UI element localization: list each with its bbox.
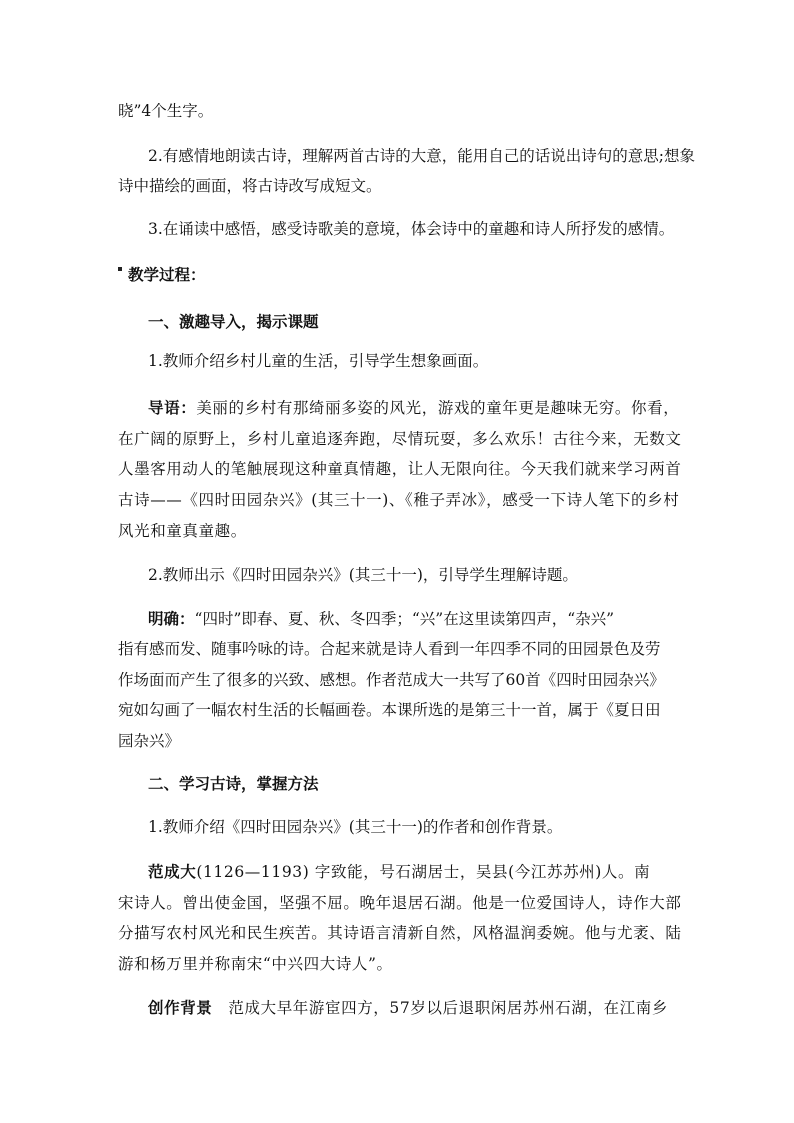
background-label: 创作背景 <box>148 998 213 1017</box>
objective-3-line: 3.在诵读中感悟，感受诗歌美的意境，体会诗中的童趣和诗人所抒发的感情。 <box>148 220 675 238</box>
objective-2-line: 2.有感情地朗读古诗，理解两首古诗的大意，能用自己的话说出诗句的意思;想象 <box>148 147 696 165</box>
subheading-1: 一、激趣导入，揭示课题 <box>148 312 319 331</box>
clarify-label: 明确： <box>148 609 195 628</box>
text-line: 指有感而发、随事吟咏的诗。合起来就是诗人看到一年四季不同的田园景色及劳 <box>118 640 661 658</box>
clarify-text: “四时”即春、夏、秋、冬四季；“兴”在这里读第四声，“杂兴” <box>194 610 615 628</box>
intro-label: 导语： <box>148 398 197 417</box>
text-line: 分描写农村风光和民生疾苦。其诗语言清新自然，风格温润委婉。他与尤袤、陆 <box>118 924 682 942</box>
text-line: 在广阔的原野上，乡村儿童追逐奔跑，尽情玩耍，多么欢乐！古往今来，无数文 <box>118 430 682 448</box>
text-line: 游和杨万里并称南宋“中兴四大诗人”。 <box>118 955 393 973</box>
text-line: 诗中描绘的画面，将古诗改写成短文。 <box>118 177 382 195</box>
text-line: 古诗——《四时田园杂兴》(其三十一)、《稚子弄冰》，感受一下诗人笔下的乡村 <box>118 491 680 509</box>
intro-paragraph-line <box>148 397 679 419</box>
section-heading-text: 教学过程： <box>128 265 206 284</box>
section-heading <box>118 264 206 286</box>
text-line: 宋诗人。曾出使金国，坚强不屈。晚年退居石湖。他是一位爱国诗人，诗作大部 <box>118 894 682 912</box>
intro-text: 美丽的乡村有那绮丽多姿的风光，游戏的童年更是趣味无穷。你看， <box>196 399 680 417</box>
text-line: 1.教师介绍乡村儿童的生活，引导学生想象画面。 <box>148 352 489 370</box>
clarify-paragraph-line <box>148 608 614 630</box>
background-text: 范成大早年游宦四方，57岁以后退职闲居苏州石湖，在江南乡 <box>228 999 668 1017</box>
text-line: 1.教师介绍《四时田园杂兴》(其三十一)的作者和创作背景。 <box>148 818 563 836</box>
text-line: 2.教师出示《四时田园杂兴》(其三十一)，引导学生理解诗题。 <box>148 566 578 584</box>
author-text: (1126—1193) 字致能，号石湖居士，吴县(今江苏苏州)人。南 <box>196 863 651 881</box>
subheading-2: 二、学习古诗，掌握方法 <box>148 774 319 793</box>
bullet-icon <box>118 267 122 271</box>
author-label: 范成大 <box>148 862 197 881</box>
background-paragraph-line <box>148 997 668 1019</box>
author-paragraph-line <box>148 861 650 883</box>
text-line: 园杂兴》 <box>118 732 181 750</box>
text-line: 宛如勾画了一幅农村生活的长幅画卷。本课所选的是第三十一首，属于《夏日田 <box>118 701 661 719</box>
text-line: 风光和童真童趣。 <box>118 522 247 540</box>
text-line: 晓”4个生字。 <box>118 102 214 120</box>
text-line: 人墨客用动人的笔触展现这种童真情趣，让人无限向往。今天我们就来学习两首 <box>118 460 682 478</box>
text-line: 作场面而产生了很多的兴致、感想。作者范成大一共写了60首《四时田园杂兴》 <box>118 671 665 689</box>
